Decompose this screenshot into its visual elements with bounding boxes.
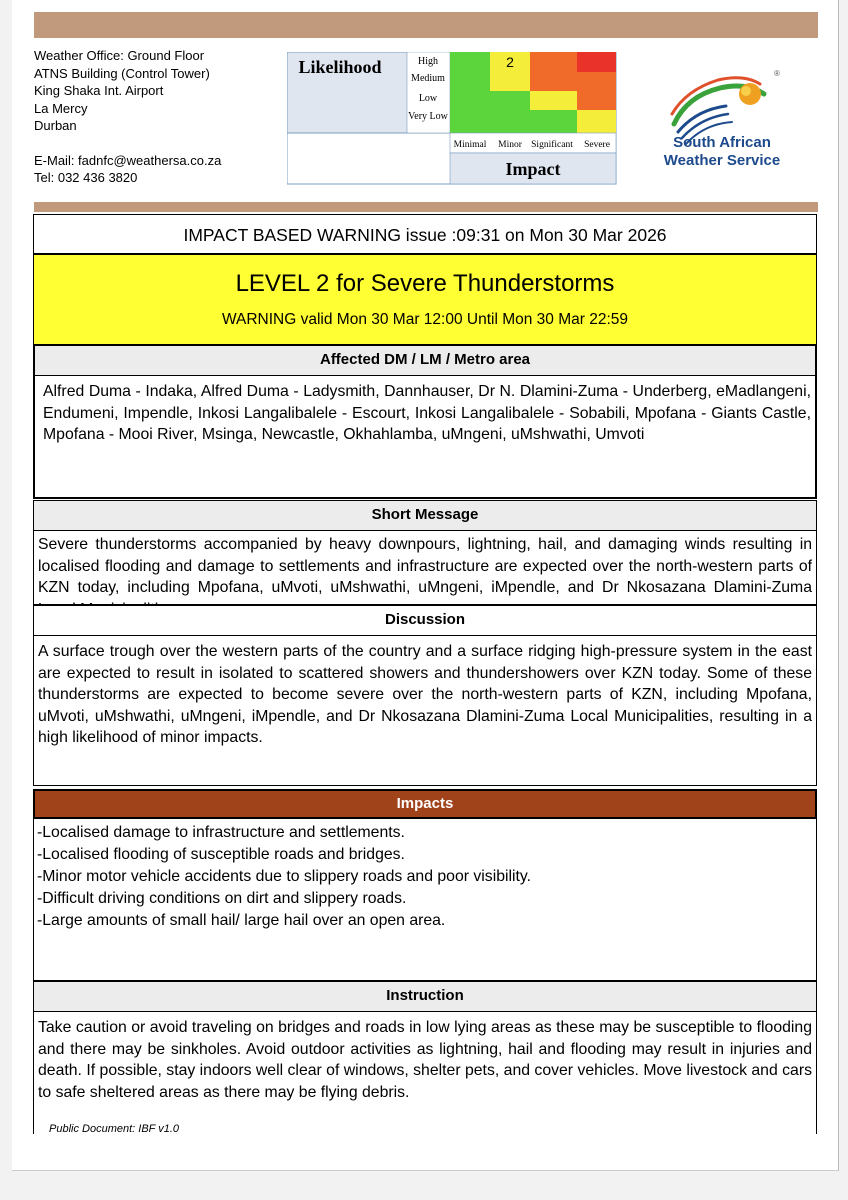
likelihood-level-label: Medium [411,73,445,84]
issue-banner [33,214,817,254]
office-address [34,47,221,187]
matrix-cell [490,110,530,133]
section-band [34,202,818,212]
impact-level-label: Significant [531,140,573,150]
address-line: King Shaka Int. Airport [34,83,164,98]
registered-mark: ® [774,69,780,78]
discussion-text: A surface trough over the western parts of the country and a surface ridging high-pressure system in the east are expected to result in isolated to scattered showers and thundershowers over KZN today. Some of these thunderstorms are expected to become severe over the north-western parts of KZN, including Mpofana, uMvoti, uMshwathi, uMngeni, iMpendle, and Dr Nkosazana Dlamini-Zuma Local Municipalities, resulting in a high likelihood of minor impacts. [38,643,812,746]
discussion-section [33,604,817,786]
matrix-cells [450,52,616,133]
warning-validity: WARNING valid Mon 30 Mar 12:00 Until Mon 30 Mar 22:59 [221,311,629,328]
discussion-title: Discussion [34,606,816,636]
affected-area-section [33,344,817,499]
instruction-title: Instruction [34,982,816,1012]
matrix-cell [450,72,490,91]
matrix-cell [577,52,616,72]
address-line: ATNS Building (Control Tower) [34,65,210,81]
matrix-cell [490,91,530,110]
header-band [34,12,818,38]
short-message-section [33,500,817,604]
matrix-cell [450,52,490,72]
short-message-text: Severe thunderstorms accompanied by heavy downpours, lightning, hail, and damaging winds resulting in localised flooding and damage to settlements and infrastructure are expected over the north-western parts of KZN today, including Mpofana, uMvoti, uMshwathi, uMngeni, iMpendle, and Dr Nkosazana Dlamini-Zuma [38,536,812,596]
matrix-cell [450,110,490,133]
warning-level-banner [33,254,817,344]
selected-level-marker: 2 [506,54,514,70]
impact-level-label: Minor [498,140,522,150]
logo-name-line2: Weather Service [663,152,781,169]
risk-matrix [287,52,617,186]
document-footer: Public Document: IBF v1.0 [49,1123,180,1135]
short-message-title: Short Message [34,501,816,531]
matrix-cell [577,110,616,133]
matrix-cell [577,91,616,110]
impact-item: -Minor motor vehicle accidents due to slippery roads and poor visibility. [37,868,532,885]
affected-area-title: Affected DM / LM / Metro area [35,346,815,376]
warning-document [12,0,839,1171]
matrix-cell [450,91,490,110]
impact-level-label: Severe [584,140,610,150]
matrix-cell [530,110,577,133]
likelihood-level-label: High [418,56,438,67]
impact-level-label: Minimal [453,140,487,150]
address-line: Weather Office: Ground Floor [34,48,205,63]
matrix-cell [490,72,530,91]
issue-line: IMPACT BASED WARNING issue :09:31 on Mon 30 Mar 2026 [183,225,667,245]
matrix-cell [530,52,577,72]
logo-name-line1: South African [673,134,771,151]
impact-axis-title: Impact [505,159,561,179]
address-line: Durban [34,118,77,133]
instruction-section [33,981,817,1134]
likelihood-level-label: Low [418,93,438,104]
saws-logo [642,66,802,176]
impact-item: -Localised flooding of susceptible roads and bridges. [37,846,405,863]
impact-item: -Difficult driving conditions on dirt and slippery roads. [37,890,407,907]
impact-item: -Localised damage to infrastructure and settlements. [37,824,405,841]
address-line: La Mercy [34,100,88,116]
likelihood-axis-title: Likelihood [298,57,382,77]
matrix-cell [530,91,577,110]
office-telephone: Tel: 032 436 3820 [34,170,138,185]
impact-item: -Large amounts of small hail/ large hail over an open area. [37,912,446,929]
impacts-list [33,819,817,935]
warning-level-title: LEVEL 2 for Severe Thunderstorms [235,270,615,297]
matrix-cell [577,72,616,91]
affected-area-text: Alfred Duma - Indaka, Alfred Duma - Ladysmith, Dannhauser, Dr N. Dlamini-Zuma - Underberg, eMadlangeni, Endumeni, Impendle, Inkosi Langalibalele - Escourt, Inkosi Langalibalele - Sobabili, Mpofana - Giants Castle, Mpofana - Mooi River, Msinga, Newcastle, Okhahlamba, uMngeni, uMshwathi, Umvoti [43,383,811,443]
instruction-text: Take caution or avoid traveling on bridges and roads in low lying areas as these may be susceptible to flooding and there may be sinkholes. Avoid outdoor activities as lightning, hail and flooding may result in injuries and death. If possible, stay indoors well clear of windows, shelter pets, and cover vehicles. Move livestock and cars to safe sheltered areas as there may be flying debris. [38,1019,812,1101]
impacts-title: Impacts [33,789,817,819]
impacts-section [33,789,817,980]
matrix-cell [530,72,577,91]
office-email: E-Mail: fadnfc@weathersa.co.za [34,152,222,168]
likelihood-level-label: Very Low [408,111,448,122]
